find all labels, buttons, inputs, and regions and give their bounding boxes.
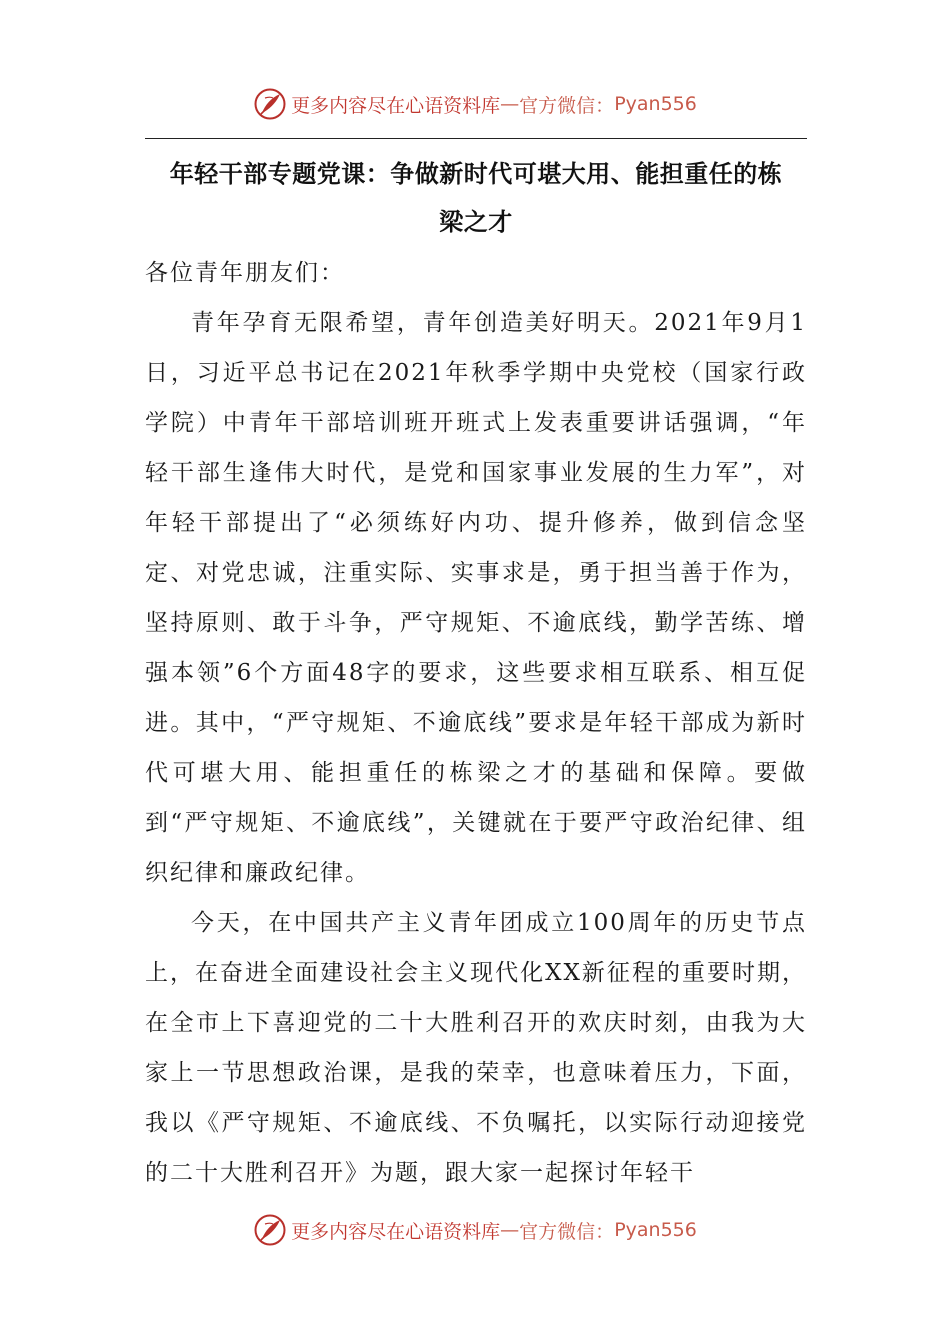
- header-rule: [145, 138, 807, 139]
- banner-wechat-id: Pyan556: [614, 93, 697, 115]
- header-banner: [0, 84, 950, 124]
- document-body: [145, 248, 807, 1198]
- quill-logo-icon: [253, 87, 287, 121]
- paragraph: 青年孕育无限希望，青年创造美好明天。2021年9月1日，习近平总书记在2021年秋季学期中央党校（国家行政学院）中青年干部培训班开班式上发表重要讲话强调，“年轻干部生逢伟大时代，是党和国家事业发展的生力军”，对年轻干部提出了“必须练好内功、提升修养，做到信念坚定、对党忠诚，注重实际、实事求是，勇于担当善于作为，坚持原则、敢于斗争，严守规矩、不逾底线，勤学苦练、增强本领”6个方面48字的要求，这些要求相互联系、相互促进。其中，“严守规矩、不逾底线”要求是年轻干部成为新时代可堪大用、能担重任的栋梁之才的基础和保障。要做到“严守规矩、不逾底线”，关键就在于要严守政治纪律、组织纪律和廉政纪律。: [145, 310, 807, 886]
- banner-wechat-id: Pyan556: [614, 1219, 697, 1241]
- quill-logo-icon: [253, 1213, 287, 1247]
- paragraph: 今天，在中国共产主义青年团成立100周年的历史节点上，在奋进全面建设社会主义现代化XX新征程的重要时期，在全市上下喜迎党的二十大胜利召开的欢庆时刻，由我为大家上一节思想政治课，是我的荣幸，也意味着压力，下面，我以《严守规矩、不逾底线、不负嘱托，以实际行动迎接党的二十大胜利召开》为题，跟大家一起探讨年轻干: [145, 910, 807, 1186]
- greeting: 各位青年朋友们：: [145, 260, 345, 286]
- banner-contact-label: 官方微信：: [519, 94, 615, 117]
- banner-contact-label: 官方微信：: [519, 1220, 615, 1243]
- title-line-1: 年轻干部专题党课：争做新时代可堪大用、能担重任的栋: [169, 160, 783, 188]
- title-line-2: 梁之才: [439, 208, 513, 236]
- footer-banner: [0, 1210, 950, 1250]
- banner-dash: —: [500, 1219, 520, 1241]
- banner-dash: —: [500, 93, 520, 115]
- banner-slogan: 更多内容尽在心语资料库: [291, 1220, 501, 1243]
- banner-slogan: 更多内容尽在心语资料库: [291, 94, 501, 117]
- document-title: [145, 150, 807, 246]
